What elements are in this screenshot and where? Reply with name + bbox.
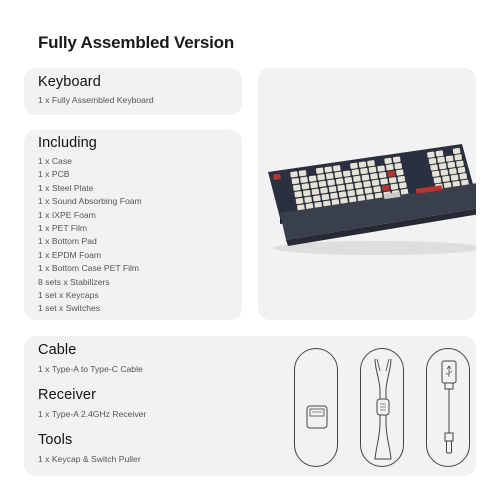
cable-illustration (426, 348, 470, 467)
list-item: 1 x Bottom Pad (38, 236, 97, 247)
keycap (307, 169, 315, 176)
list-item: 1 x Bottom Case PET Film (38, 263, 140, 274)
keycap (286, 192, 294, 199)
keycap (290, 171, 298, 178)
cable-item: 1 x Type-A to Type-C Cable (38, 364, 143, 374)
keycap (330, 193, 338, 200)
keycap (293, 184, 301, 191)
keycap (341, 164, 349, 171)
keycap (360, 168, 368, 175)
keyboard-product-photo (258, 68, 476, 320)
keycap (454, 154, 462, 161)
keycap (403, 162, 411, 169)
keycap (427, 151, 435, 158)
keycap (273, 174, 281, 181)
cable-block (38, 342, 143, 376)
tools-item: 1 x Keycap & Switch Puller (38, 454, 141, 464)
keycap (373, 186, 381, 193)
keycap (316, 167, 324, 174)
accessories-card (24, 336, 476, 476)
keycap (459, 173, 467, 180)
keycap (456, 160, 464, 167)
keycap (433, 177, 441, 184)
keycap (430, 164, 438, 171)
keycap (453, 148, 461, 155)
keycap (372, 180, 380, 187)
keycap (359, 161, 367, 168)
keycap (408, 181, 416, 188)
including-list (38, 155, 142, 316)
keycap (446, 155, 454, 162)
keycap (303, 190, 311, 197)
keycap (276, 187, 284, 194)
keycap (386, 164, 394, 171)
keycap (337, 185, 345, 192)
usb-receiver-icon (295, 349, 339, 468)
keycap (336, 178, 344, 185)
keycap (420, 159, 428, 166)
cable-section-title: Cable (38, 342, 77, 358)
list-item: 8 sets x Stabilizers (38, 276, 110, 287)
keycap (309, 175, 317, 182)
keycap (294, 191, 302, 198)
keycap (300, 177, 308, 184)
keycap (437, 157, 445, 164)
keycap (429, 158, 437, 165)
keycap (287, 199, 295, 206)
keycap (422, 165, 430, 172)
keycap (350, 163, 358, 170)
list-item: 1 x EPDM Foam (38, 249, 102, 260)
keycap (423, 172, 431, 179)
keycap (451, 174, 459, 181)
keycap (416, 180, 424, 187)
list-item: 1 set x Keycaps (38, 290, 99, 301)
keycap (327, 179, 335, 186)
list-item: 1 x Steel Plate (38, 182, 94, 193)
list-item: 1 x Sound Absorbing Foam (38, 196, 142, 207)
keycap (384, 158, 392, 165)
keycap (346, 183, 354, 190)
keycap (401, 155, 409, 162)
keycap (382, 185, 390, 192)
keycap (377, 165, 385, 172)
keycap (301, 183, 309, 190)
keycap (324, 166, 332, 173)
keycap (370, 173, 378, 180)
keycap (320, 187, 328, 194)
receiver-block (38, 387, 146, 421)
keycap (413, 167, 421, 174)
keycap (379, 172, 387, 179)
tools-section-title: Tools (38, 432, 73, 448)
receiver-section-title: Receiver (38, 387, 97, 403)
receiver-item: 1 x Type-A 2.4GHz Receiver (38, 409, 147, 419)
keycap (319, 181, 327, 188)
puller-illustration (360, 348, 404, 467)
keycap (410, 154, 418, 161)
keycap (406, 174, 414, 181)
keycap (449, 168, 457, 175)
list-item: 1 x PET Film (38, 223, 88, 234)
keyboard-card (24, 68, 242, 115)
keycap (278, 200, 286, 207)
keycap (367, 160, 375, 167)
keycap (444, 149, 452, 156)
keycap (321, 194, 329, 201)
keycap (390, 183, 398, 190)
keycap (326, 173, 334, 180)
list-item: 1 x Case (38, 156, 72, 166)
keycap (353, 176, 361, 183)
keycap (354, 182, 362, 189)
keycap (397, 176, 405, 183)
keycap (425, 178, 433, 185)
keycap (334, 172, 342, 179)
receiver-illustration (294, 348, 338, 467)
keycap (364, 187, 372, 194)
including-section-title: Including (38, 135, 97, 151)
keycap (415, 173, 423, 180)
keycap (442, 176, 450, 183)
keycap (310, 182, 318, 189)
keycap (432, 171, 440, 178)
keycap (394, 163, 402, 170)
keycap (399, 182, 407, 189)
keycap (329, 186, 337, 193)
keycap (351, 169, 359, 176)
keycap (283, 179, 291, 186)
keycap (363, 181, 371, 188)
keycap (376, 159, 384, 166)
keycap (344, 177, 352, 184)
keycap (369, 167, 377, 174)
usb-cable-icon (427, 349, 471, 468)
keyboard-item: 1 x Fully Assembled Keyboard (38, 95, 154, 105)
keycap (304, 196, 312, 203)
keyboard-photo-card (258, 68, 476, 320)
keycap (311, 189, 319, 196)
keycap (458, 167, 466, 174)
keycap (380, 178, 388, 185)
keycap (299, 170, 307, 177)
list-item: 1 x PCB (38, 169, 70, 180)
keycap (440, 169, 448, 176)
keycap (277, 194, 285, 201)
keycap (284, 186, 292, 193)
list-item: 1 set x Switches (38, 303, 101, 314)
keycap (439, 163, 447, 170)
keycap (393, 156, 401, 163)
keycap (282, 172, 290, 179)
keycap (389, 177, 397, 184)
keycap (418, 153, 426, 160)
keycap (339, 191, 347, 198)
keycap (396, 169, 404, 176)
including-card (24, 130, 242, 320)
list-item: 1 x IXPE Foam (38, 209, 96, 220)
keycap (447, 162, 455, 169)
keycap-switch-puller-icon (361, 349, 405, 468)
keycap (404, 168, 412, 175)
keycap (274, 180, 282, 187)
keycap (362, 174, 370, 181)
keycap (291, 178, 299, 185)
keycap (317, 174, 325, 181)
keyboard-section-title: Keyboard (38, 74, 101, 90)
keycap (296, 198, 304, 205)
keycap (347, 190, 355, 197)
keycap (313, 195, 321, 202)
keycap (333, 165, 341, 172)
page-title: Fully Assembled Version (38, 33, 235, 52)
keycap (411, 160, 419, 167)
keycap (356, 189, 364, 196)
keycap (387, 171, 395, 178)
tools-block (38, 432, 141, 466)
keycap (343, 170, 351, 177)
keycap (436, 150, 444, 157)
